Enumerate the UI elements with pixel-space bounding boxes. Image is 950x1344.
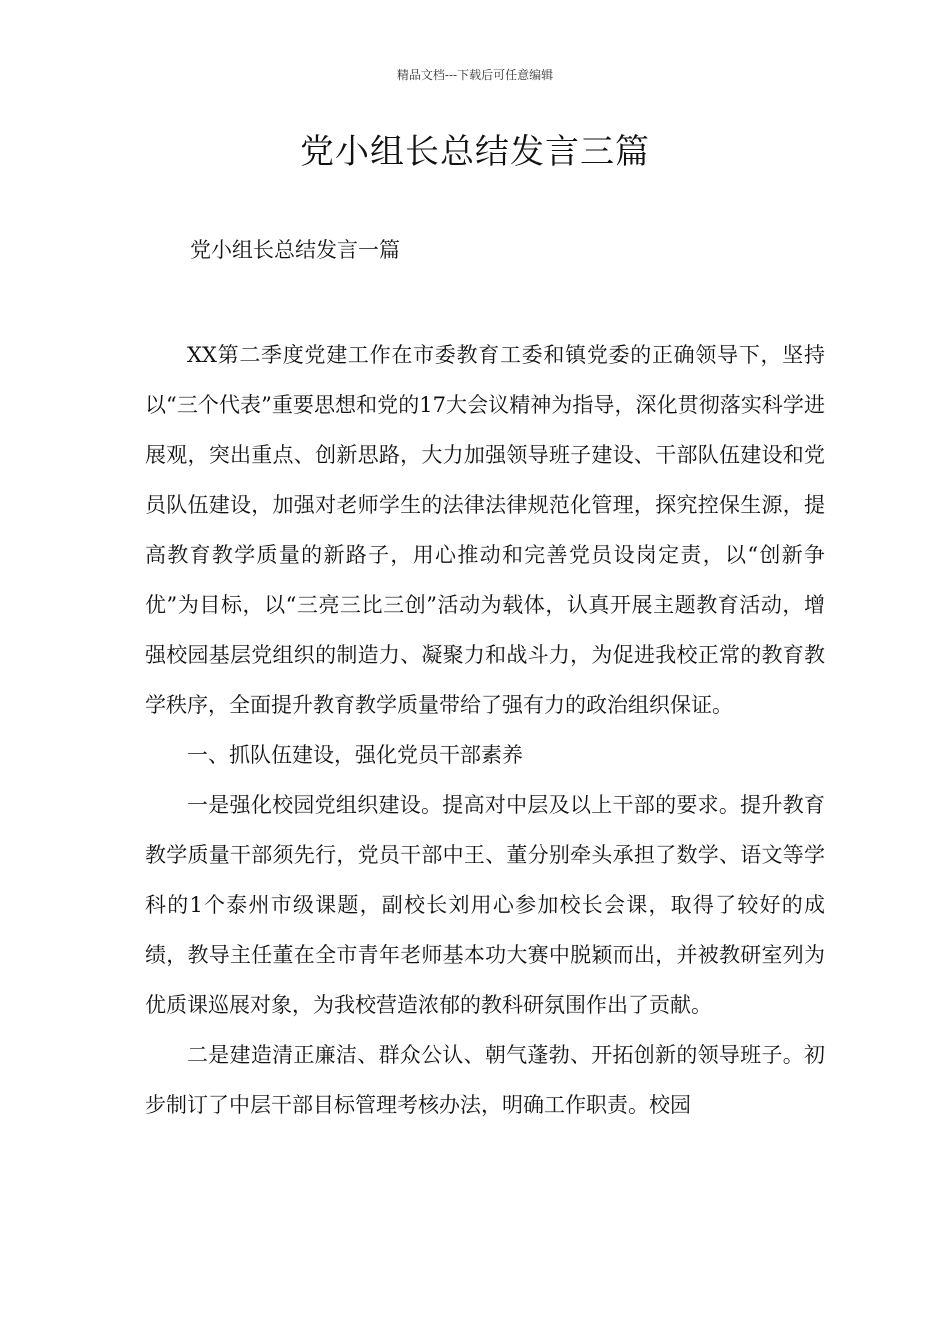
paragraph-heading: 一、抓队伍建设，强化党员干部素养 [187,743,523,767]
header-note: 精品文档---下载后可任意编辑 [396,68,554,82]
document-title: 党小组长总结发言三篇 [300,132,650,172]
paragraph: 一是强化校园党组织建设。提高对中层及以上干部的要求。提升教育教学质量干部须先行，党员干部中王、董分别牵头承担了数学、语文等学科的1个泰州市级课题，副校长刘用心参加校长会课，取得了较好的成绩，教导主任董在全市青年老师基本功大赛中脱颖而出，并被教研室列为优质课巡展对象，为我校营造浓郁的教科研氛围作出了贡献。 [145,793,825,1017]
section-heading: 党小组长总结发言一篇 [190,238,400,262]
paragraph: 二是建造清正廉洁、群众公认、朝气蓬勃、开拓创新的领导班子。初步制订了中层干部目标管理考核办法，明确工作职责。校园 [145,1043,825,1117]
paragraph: XX第二季度党建工作在市委教育工委和镇党委的正确领导下，坚持以“三个代表”重要思想和党的17大会议精神为指导，深化贯彻落实科学进展观，突出重点、创新思路，大力加强领导班子建设、干部队伍建设和党员队伍建设，加强对老师学生的法律法律规范化管理，探究控保生源，提高教育教学质量的新路子，用心推动和完善党员设岗定责，以“创新争优”为目标，以“三亮三比三创”活动为载体，认真开展主题教育活动，增强校园基层党组织的制造力、凝聚力和战斗力，为促进我校正常的教育教学秩序，全面提升教育教学质量带给了强有力的政治组织保证。 [145,343,825,717]
document-body [145,330,825,1130]
